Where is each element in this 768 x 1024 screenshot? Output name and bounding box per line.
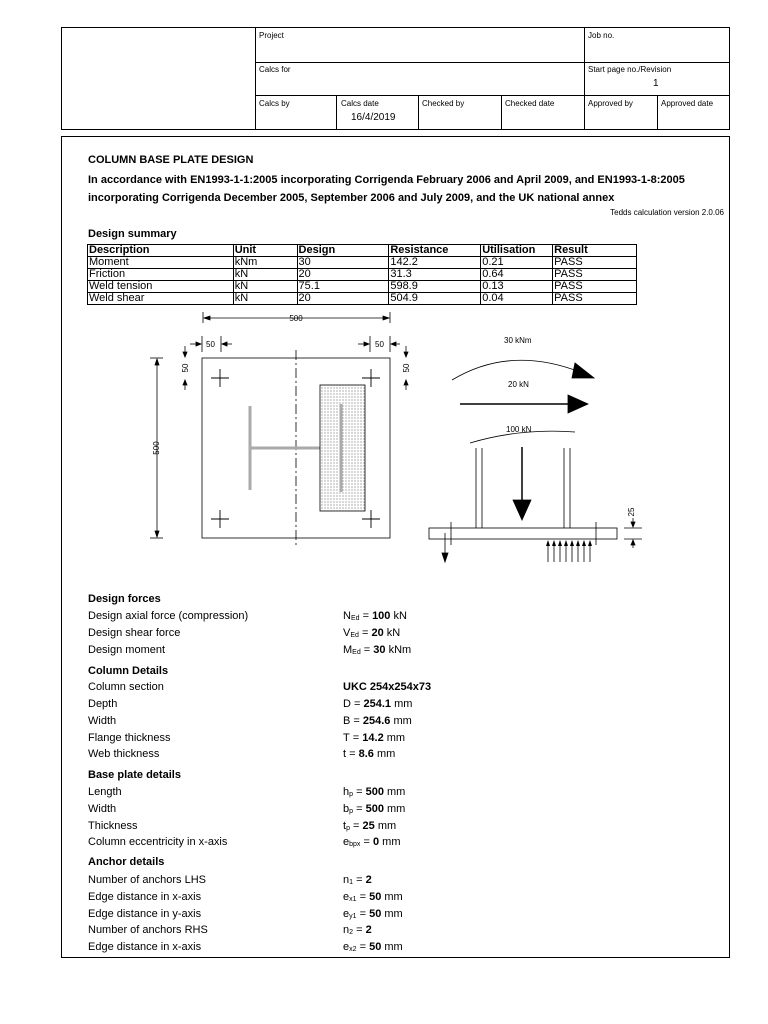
version-label: Tedds calculation version 2.0.06 bbox=[610, 208, 724, 217]
param-label: Design moment bbox=[88, 643, 166, 656]
param-value bbox=[343, 924, 372, 936]
dim-500-side: 500 bbox=[152, 441, 161, 455]
approved-by-label: Approved by bbox=[588, 99, 633, 108]
col-unit: Unit bbox=[233, 245, 297, 257]
table-cell: 0.21 bbox=[481, 257, 553, 269]
param-label: Edge distance in x-axis bbox=[88, 941, 202, 954]
param-number: 50 bbox=[369, 890, 382, 903]
param-unit: kN bbox=[383, 626, 401, 639]
calcs-by-label: Calcs by bbox=[259, 99, 290, 108]
param-unit: kN bbox=[390, 610, 407, 622]
param-unit: mm bbox=[374, 819, 397, 832]
table-cell: Moment bbox=[88, 257, 234, 269]
calcs-for-label: Calcs for bbox=[259, 65, 291, 74]
dim-50-side-right: 50 bbox=[402, 363, 411, 373]
param-value bbox=[343, 908, 403, 920]
param-equals: = bbox=[353, 802, 366, 815]
param-subscript: 1 bbox=[349, 879, 354, 886]
approved-date-label: Approved date bbox=[661, 99, 714, 108]
param-equals: = bbox=[356, 941, 370, 954]
table-cell: 31.3 bbox=[389, 269, 481, 281]
param-value bbox=[343, 748, 395, 760]
dim-50-right: 50 bbox=[375, 340, 384, 349]
param-label: Length bbox=[88, 786, 122, 798]
param-unit: mm bbox=[381, 941, 403, 954]
param-number: 100 bbox=[372, 610, 391, 622]
moment-label: 30 kNm bbox=[504, 336, 532, 345]
param-value bbox=[343, 698, 412, 710]
param-value bbox=[343, 786, 405, 798]
param-number: 50 bbox=[369, 941, 382, 954]
param-equals: = bbox=[350, 714, 363, 727]
shear-label: 20 kN bbox=[508, 380, 529, 389]
param-unit: mm bbox=[381, 907, 403, 920]
param-unit: mm bbox=[381, 890, 403, 903]
param-symbol: b bbox=[343, 802, 350, 815]
param-number: 20 bbox=[371, 626, 384, 639]
param-number: 500 bbox=[365, 786, 384, 798]
calcs-date-label: Calcs date bbox=[341, 99, 379, 108]
param-unit: mm bbox=[391, 698, 413, 710]
table-cell: kN bbox=[233, 281, 297, 293]
param-unit: mm bbox=[383, 802, 406, 815]
param-symbol: t bbox=[343, 748, 347, 761]
accordance-line-2: incorporating Corrigenda December 2005, September 2006 and July 2009, and the UK national annex bbox=[88, 192, 615, 204]
col-description: Description bbox=[88, 245, 234, 257]
param-symbol: V bbox=[343, 626, 351, 639]
param-subscript: p bbox=[349, 791, 354, 798]
table-cell: Weld shear bbox=[88, 293, 234, 305]
param-symbol: D bbox=[343, 698, 351, 710]
table-cell: 0.64 bbox=[481, 269, 553, 281]
param-label: Flange thickness bbox=[88, 731, 171, 744]
param-number: 2 bbox=[365, 924, 372, 937]
param-symbol: e bbox=[343, 890, 350, 903]
param-equals: = bbox=[346, 748, 359, 761]
param-label: Depth bbox=[88, 698, 118, 710]
column-section-value: UKC 254x254x73 bbox=[343, 681, 432, 693]
param-equals: = bbox=[359, 610, 373, 622]
table-cell: 504.9 bbox=[389, 293, 481, 305]
param-symbol: M bbox=[343, 643, 353, 656]
table-cell: 20 bbox=[297, 293, 389, 305]
param-equals: = bbox=[353, 924, 366, 937]
param-number: 14.2 bbox=[362, 731, 384, 744]
param-label: Edge distance in x-axis bbox=[88, 890, 202, 903]
summary-heading: Design summary bbox=[88, 228, 177, 240]
param-label: Web thickness bbox=[88, 748, 160, 761]
param-value bbox=[343, 836, 400, 848]
param-symbol: e bbox=[343, 907, 350, 920]
param-label: Width bbox=[88, 714, 117, 727]
param-number: 500 bbox=[365, 802, 384, 815]
param-symbol: h bbox=[343, 786, 350, 798]
accordance-line-1: In accordance with EN1993-1-1:2005 incorporating Corrigenda February 2006 and April 2009, and EN1993-1-8:2005 bbox=[88, 174, 685, 186]
param-number: 50 bbox=[369, 907, 382, 920]
table-cell: 20 bbox=[297, 269, 389, 281]
page-title: COLUMN BASE PLATE DESIGN bbox=[88, 154, 254, 166]
table-cell: PASS bbox=[553, 281, 637, 293]
table-cell: 598.9 bbox=[389, 281, 481, 293]
param-equals: = bbox=[349, 819, 363, 832]
param-label: Design axial force (compression) bbox=[88, 610, 249, 622]
param-symbol: n bbox=[343, 924, 350, 937]
param-equals: = bbox=[349, 731, 363, 744]
param-value bbox=[343, 820, 396, 832]
design-forces-heading: Design forces bbox=[88, 593, 161, 605]
param-equals: = bbox=[353, 874, 366, 886]
param-number: 254.6 bbox=[362, 714, 391, 727]
table-cell: 0.13 bbox=[481, 281, 553, 293]
param-equals: = bbox=[360, 836, 373, 849]
table-cell: 0.04 bbox=[481, 293, 553, 305]
table-cell: kNm bbox=[233, 257, 297, 269]
param-subscript: Ed bbox=[352, 648, 361, 656]
param-subscript: bpx bbox=[349, 841, 361, 849]
table-cell: 30 bbox=[297, 257, 389, 269]
param-value bbox=[343, 610, 407, 622]
param-value bbox=[343, 941, 403, 953]
dim-50-left: 50 bbox=[206, 340, 215, 349]
calcs-date-value: 16/4/2019 bbox=[351, 112, 396, 123]
param-subscript: x1 bbox=[349, 895, 357, 903]
axial-label: 100 kN bbox=[506, 425, 532, 434]
table-cell: Friction bbox=[88, 269, 234, 281]
param-value bbox=[343, 715, 412, 727]
param-subscript: p bbox=[349, 807, 354, 815]
table-cell: Weld tension bbox=[88, 281, 234, 293]
param-symbol: B bbox=[343, 714, 351, 727]
param-symbol: e bbox=[343, 836, 350, 849]
column-details-heading: Column Details bbox=[88, 665, 169, 677]
checked-date-label: Checked date bbox=[505, 99, 555, 108]
param-subscript: 2 bbox=[349, 929, 354, 937]
param-value bbox=[343, 891, 403, 903]
param-subscript: y1 bbox=[349, 912, 357, 920]
param-label: Number of anchors LHS bbox=[88, 874, 206, 886]
thickness-label: 25 bbox=[627, 507, 636, 517]
param-unit: mm bbox=[390, 714, 412, 727]
param-label: Design shear force bbox=[88, 626, 181, 639]
start-page-label: Start page no./Revision bbox=[588, 65, 672, 74]
param-symbol: t bbox=[343, 819, 347, 832]
param-unit: mm bbox=[383, 731, 406, 744]
table-cell: 142.2 bbox=[389, 257, 481, 269]
column-section-label: Column section bbox=[88, 681, 164, 693]
project-label: Project bbox=[259, 31, 284, 40]
table-cell: PASS bbox=[553, 269, 637, 281]
param-equals: = bbox=[356, 907, 370, 920]
dim-50-side-left: 50 bbox=[181, 363, 190, 373]
param-label: Width bbox=[88, 802, 117, 815]
param-subscript: Ed bbox=[350, 631, 359, 639]
table-cell: PASS bbox=[553, 293, 637, 305]
param-number: 30 bbox=[373, 643, 386, 656]
param-value bbox=[343, 627, 400, 639]
param-value bbox=[343, 732, 405, 744]
table-cell: PASS bbox=[553, 257, 637, 269]
col-utilisation: Utilisation bbox=[481, 245, 553, 257]
param-subscript: p bbox=[346, 824, 350, 832]
param-symbol: N bbox=[343, 610, 351, 622]
param-number: 8.6 bbox=[358, 748, 374, 761]
param-label: Column eccentricity in x-axis bbox=[88, 836, 228, 849]
checked-by-label: Checked by bbox=[422, 99, 465, 108]
param-equals: = bbox=[350, 698, 364, 710]
param-value bbox=[343, 874, 372, 886]
param-label: Thickness bbox=[88, 819, 138, 832]
param-subscript: x2 bbox=[349, 946, 357, 954]
col-resistance: Resistance bbox=[389, 245, 481, 257]
param-number: 0 bbox=[372, 836, 380, 849]
param-equals: = bbox=[360, 643, 374, 656]
param-unit: mm bbox=[373, 748, 396, 761]
table-cell: 75.1 bbox=[297, 281, 389, 293]
start-page-value: 1 bbox=[653, 78, 659, 89]
col-design: Design bbox=[297, 245, 389, 257]
param-number: 254.1 bbox=[363, 698, 392, 710]
col-result: Result bbox=[553, 245, 637, 257]
param-symbol: n bbox=[343, 874, 350, 886]
param-equals: = bbox=[353, 786, 366, 798]
param-number: 25 bbox=[362, 819, 375, 832]
param-number: 2 bbox=[365, 874, 372, 886]
param-value bbox=[343, 644, 411, 656]
param-equals: = bbox=[356, 890, 370, 903]
param-unit: kNm bbox=[385, 643, 412, 656]
param-label: Number of anchors RHS bbox=[88, 924, 208, 937]
base-plate-heading: Base plate details bbox=[88, 769, 181, 781]
param-equals: = bbox=[358, 626, 372, 639]
param-subscript: Ed bbox=[350, 615, 360, 622]
job-no-label: Job no. bbox=[588, 31, 615, 40]
param-unit: mm bbox=[383, 786, 406, 798]
param-label: Edge distance in y-axis bbox=[88, 907, 202, 920]
table-cell: kN bbox=[233, 293, 297, 305]
param-symbol: T bbox=[343, 731, 350, 744]
param-unit: mm bbox=[379, 836, 401, 849]
table-cell: kN bbox=[233, 269, 297, 281]
dim-500-top: 500 bbox=[289, 314, 303, 323]
param-symbol: e bbox=[343, 941, 350, 954]
anchor-heading: Anchor details bbox=[88, 856, 165, 868]
param-value bbox=[343, 803, 405, 815]
